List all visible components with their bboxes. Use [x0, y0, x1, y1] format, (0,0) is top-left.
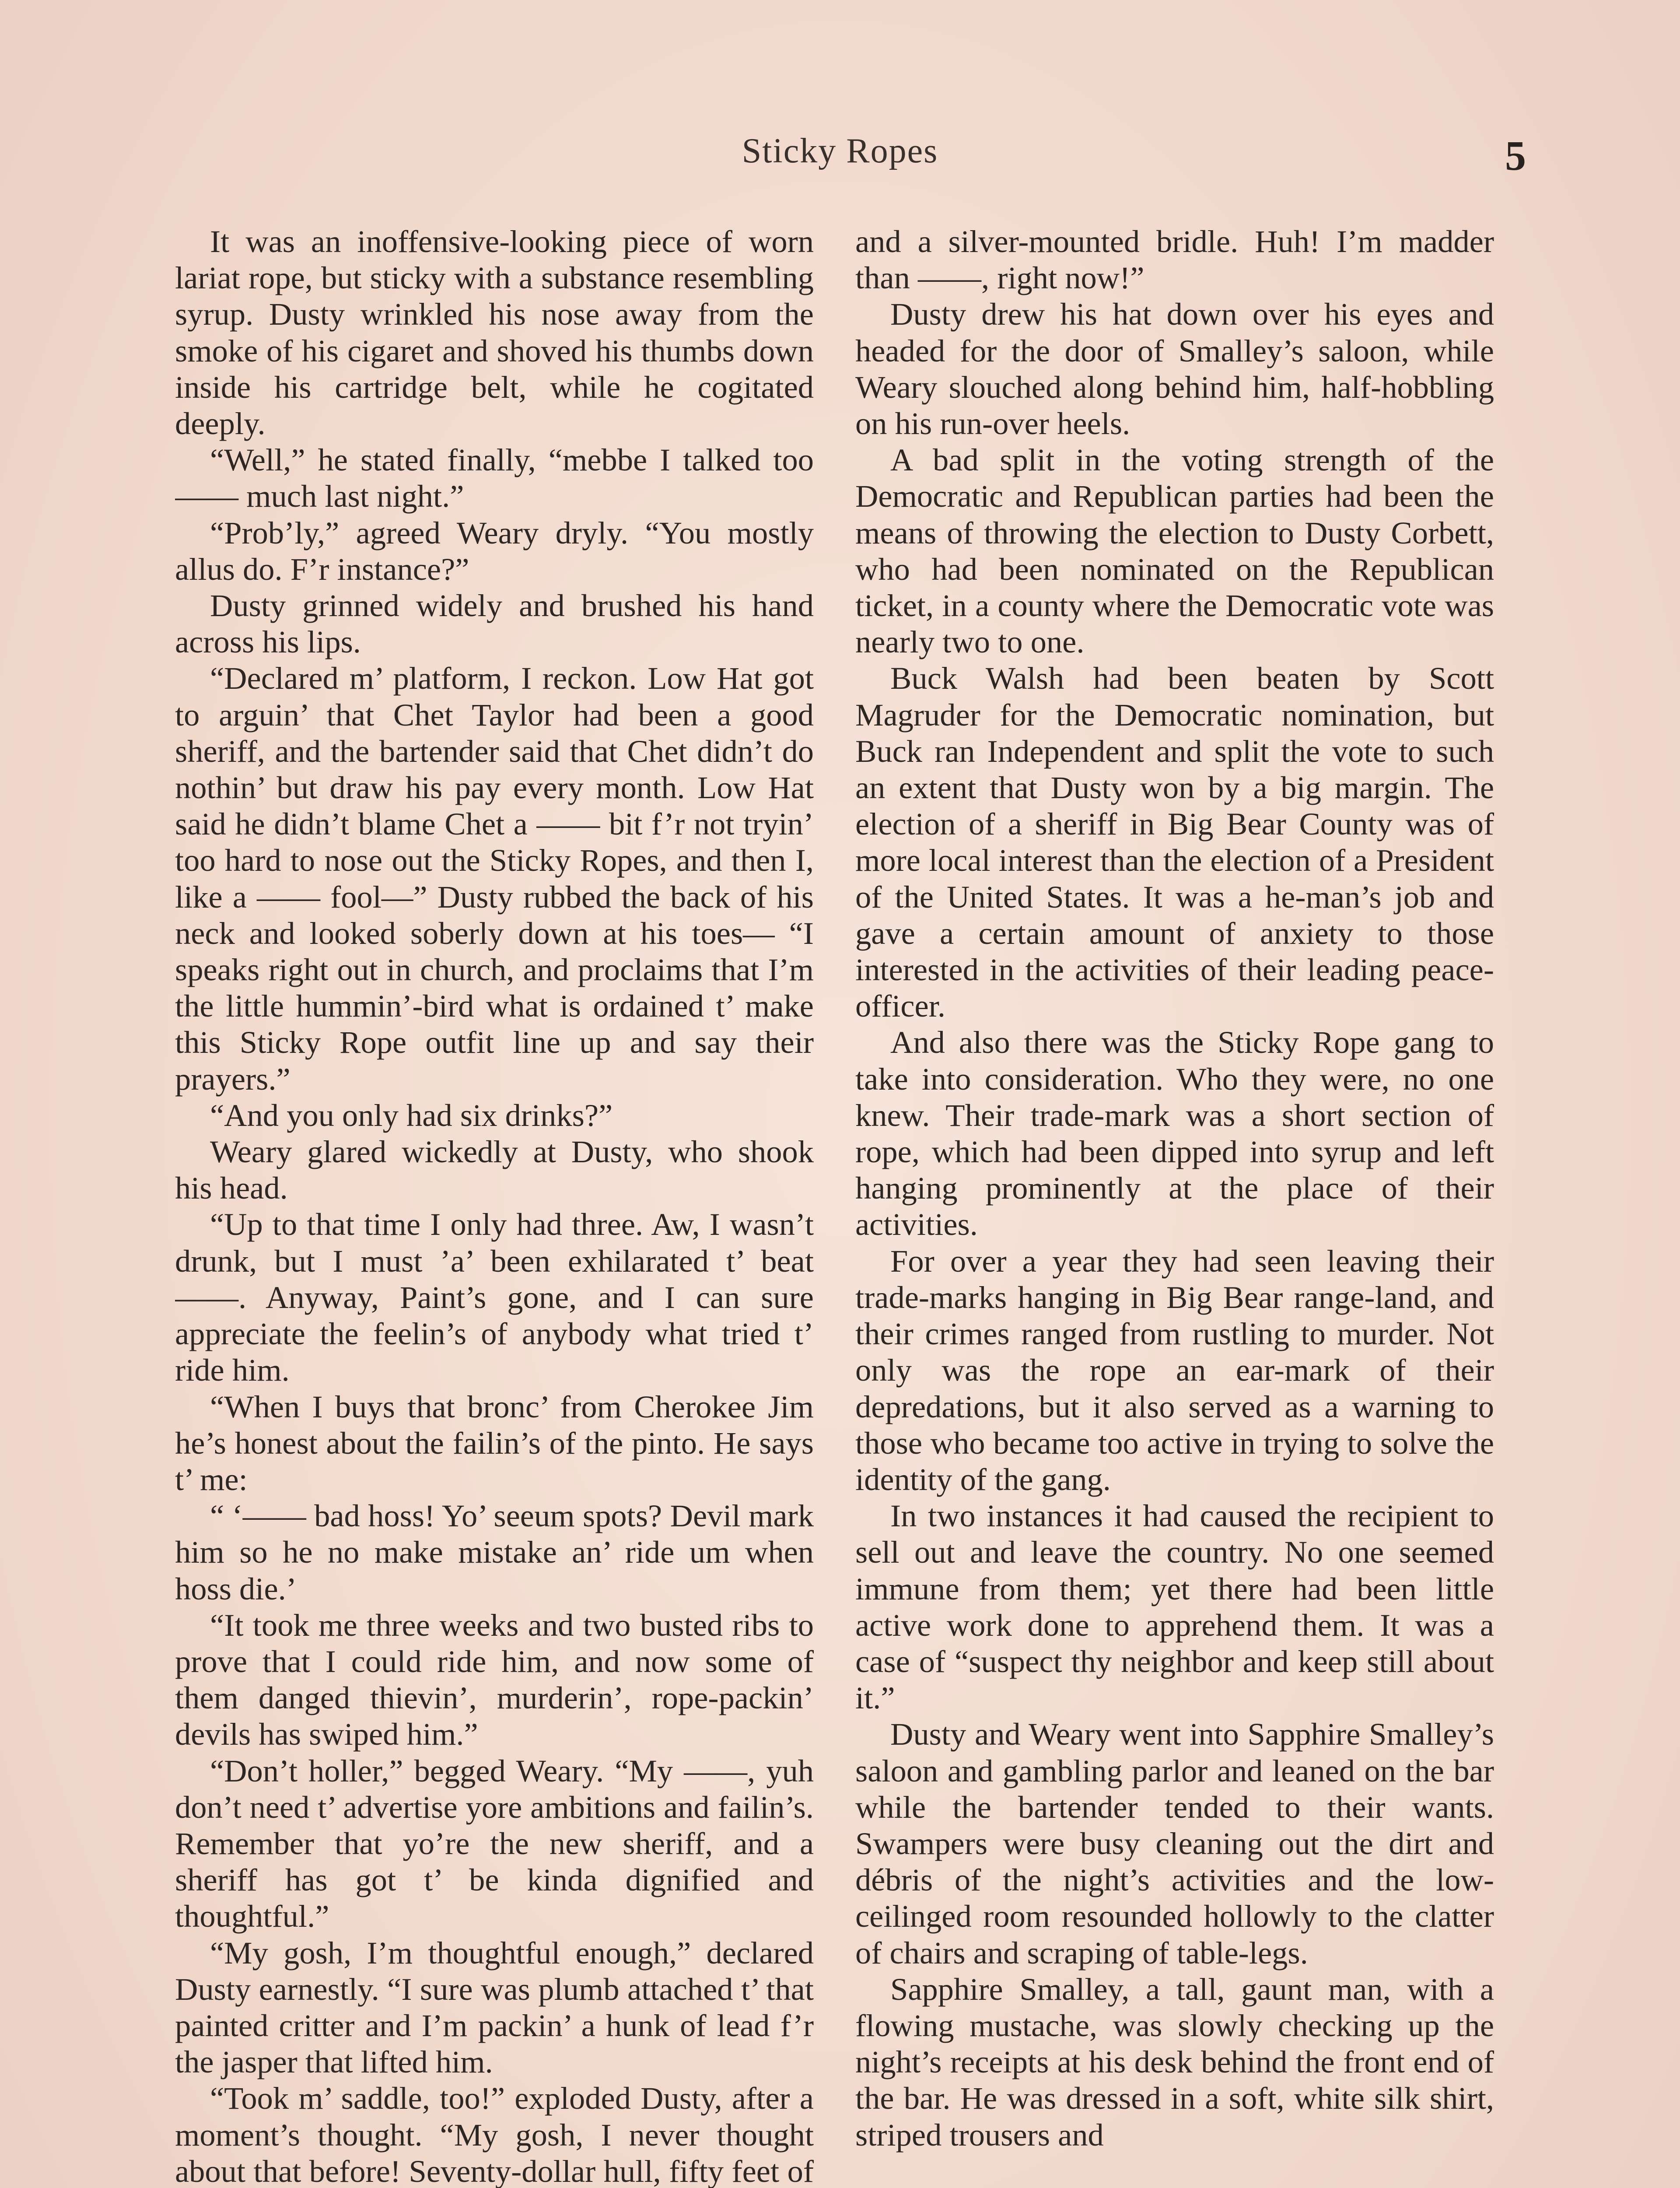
- paragraph: And also there was the Sticky Rope gang to take into consideration. Who they were, no one knew. Their trade-mark was a short section of rope, which had been dipped into syrup and left hanging prominently at the place of their activities.: [855, 1024, 1494, 1242]
- paragraph: Dusty drew his hat down over his eyes and headed for the door of Smalley’s saloon, while Weary slouched along behind him, half-hobbling on his run-over heels.: [855, 296, 1494, 442]
- paragraph: Weary glared wickedly at Dusty, who shook his head.: [175, 1134, 814, 1206]
- paragraph: Sapphire Smalley, a tall, gaunt man, with a flowing mustache, was slowly checking up the night’s receipts at his desk behind the front end of the bar. He was dressed in a soft, white silk shirt, striped trousers and: [855, 1971, 1494, 2153]
- paragraph: “It took me three weeks and two busted ribs to prove that I could ride him, and now some of them danged thievin’, murderin’, rope-packin’ devils has swiped him.”: [175, 1607, 814, 1752]
- paragraph: “Up to that time I only had three. Aw, I wasn’t drunk, but I must ’a’ been exhilarated t’ beat ——. Anyway, Paint’s gone, and I can sure appreciate the feelin’s of anybody what tried t’ ride him.: [175, 1206, 814, 1388]
- paragraph: A bad split in the voting strength of the Democratic and Republican parties had been the means of throwing the election to Dusty Corbett, who had been nominated on the Republican ticket, in a county where the Democratic vote was nearly two to one.: [855, 442, 1494, 660]
- paragraph: “Declared m’ platform, I reckon. Low Hat got to arguin’ that Chet Taylor had been a good sheriff, and the bartender said that Chet didn’t do nothin’ but draw his pay every month. Low Hat said he didn’t blame Chet a —— bit f’r not tryin’ too hard to nose out the Sticky Ropes, and then I, like a —— fool—” Dusty rubbed the back of his neck and looked soberly down at his toes— “I speaks right out in church, and proclaims that I’m the little hummin’-bird what is ordained t’ make this Sticky Rope outfit line up and say their prayers.”: [175, 660, 814, 1097]
- paragraph: Buck Walsh had been beaten by Scott Magruder for the Democratic nomination, but Buck ran Independent and split the vote to such an extent that Dusty won by a big margin. The election of a sheriff in Big Bear County was of more local interest than the election of a President of the United States. It was a he-man’s job and gave a certain amount of anxiety to those interested in the activities of their leading peace-officer.: [855, 660, 1494, 1024]
- paragraph: “ ‘—— bad hoss! Yo’ seeum spots? Devil mark him so he no make mistake an’ ride um when hoss die.’: [175, 1498, 814, 1606]
- paragraph: “My gosh, I’m thoughtful enough,” declared Dusty earnestly. “I sure was plumb attached t’ that painted critter and I’m packin’ a hunk of lead f’r the jasper that lifted him.: [175, 1935, 814, 2080]
- left-column: [175, 223, 814, 2188]
- paragraph: “Took m’ saddle, too!” exploded Dusty, after a moment’s thought. “My gosh, I never thought about that before! Seventy-dollar hull, fifty feet of: [175, 2080, 814, 2188]
- paragraph: Dusty grinned widely and brushed his hand across his lips.: [175, 588, 814, 660]
- paragraph: It was an inoffensive-looking piece of worn lariat rope, but sticky with a substance resembling syrup. Dusty wrinkled his nose away from the smoke of his cigaret and shoved his thumbs down inside his cartridge belt, while he cogitated deeply.: [175, 224, 814, 442]
- paragraph: “When I buys that bronc’ from Cherokee Jim he’s honest about the failin’s of the pinto. He says t’ me:: [175, 1389, 814, 1497]
- running-title: Sticky Ropes: [742, 132, 938, 170]
- paragraph: “Well,” he stated finally, “mebbe I talked too —— much last night.”: [175, 442, 814, 514]
- paragraph: Dusty and Weary went into Sapphire Smalley’s saloon and gambling parlor and leaned on the bar while the bartender tended to their wants. Swampers were busy cleaning out the dirt and débris of the night’s activities and the low-ceilinged room resounded hollowly to the clatter of chairs and scraping of table-legs.: [855, 1716, 1494, 1971]
- page-number: 5: [1505, 132, 1526, 179]
- paragraph: In two instances it had caused the recipient to sell out and leave the country. No one seemed immune from them; yet there had been little active work done to apprehend them. It was a case of “suspect thy neighbor and keep still about it.”: [855, 1498, 1494, 1716]
- paragraph: and a silver-mounted bridle. Huh! I’m madder than ——, right now!”: [855, 224, 1494, 296]
- paragraph: “Prob’ly,” agreed Weary dryly. “You mostly allus do. F’r instance?”: [175, 515, 814, 587]
- paragraph: “Don’t holler,” begged Weary. “My ——, yuh don’t need t’ advertise yore ambitions and failin’s. Remember that yo’re the new sheriff, and a sheriff has got t’ be kinda dignified and thoughtful.”: [175, 1753, 814, 1934]
- paragraph: “And you only had six drinks?”: [210, 1097, 613, 1133]
- paragraph: For over a year they had seen leaving their trade-marks hanging in Big Bear range-land, and their crimes ranged from rustling to murder. Not only was the rope an ear-mark of their depredations, but it also served as a warning to those who became too active in trying to solve the identity of the gang.: [855, 1243, 1494, 1497]
- right-column: [855, 223, 1494, 2188]
